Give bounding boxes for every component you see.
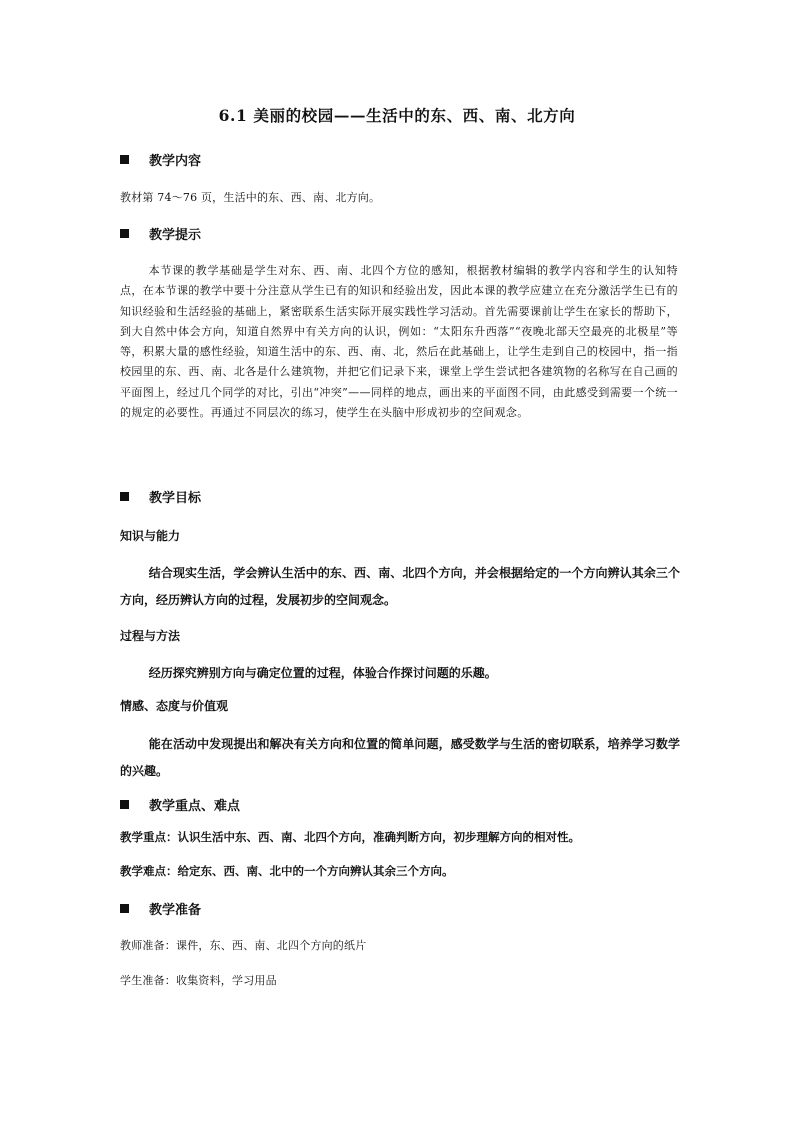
section-heading-label: 教学重点、难点 (149, 799, 241, 814)
goal-emotion-label: 情感、态度与价值观 (120, 699, 229, 713)
key-point-difficulty: 教学难点：给定东、西、南、北中的一个方向辨认其余三个方向。 (120, 864, 454, 878)
square-bullet-icon (120, 229, 129, 238)
square-bullet-icon (120, 155, 129, 164)
square-bullet-icon (120, 492, 129, 501)
section-heading-label: 教学目标 (149, 491, 202, 506)
section-heading-label: 教学内容 (149, 154, 202, 169)
document-title: 6.1 美丽的校园——生活中的东、西、南、北方向 (218, 106, 576, 125)
goal-knowledge-text: 结合现实生活，学会辨认生活中的东、西、南、北四个方向，并会根据给定的一个方向辨认其余三个方向，经历辨认方向的过程，发展初步的空间观念。 (120, 566, 680, 607)
square-bullet-icon (120, 800, 129, 809)
section-heading-goals (120, 487, 201, 506)
tips-paragraph: 本节课的教学基础是学生对东、西、南、北四个方位的感知，根据教材编辑的教学内容和学生的认知特点，在本节课的教学中要十分注意从学生已有的知识和经验出发，因此本课的教学应建立在充分激活学生已有的知识经验和生活经验的基础上，紧密联系生活实际开展实践性学习活动。首先需要课前让学生在家长的帮助下，到大自然中体会方向，知道自然界中有关方向的认识，例如：“太阳东升西落”“夜晚北部天空最亮的北极星”等等，积累大量的感性经验，知道生活中的东、西、南、北，然后在此基础上，让学生走到自己的校园中，指一指校园里的东、西、南、北各是什么建筑物，并把它们记录下来，课堂上学生尝试把各建筑物的名称写在自己画的平面图上，经过几个同学的对比，引出“冲突”——同样的地点，画出来的平面图不同，由此感受到需要一个统一的规定的必要性。再通过不同层次的练习，使学生在头脑中形成初步的空间观念。 (120, 264, 678, 420)
content-text: 教材第 74～76 页，生活中的东、西、南、北方向。 (120, 191, 381, 204)
goal-process-text: 经历探究辨别方向与确定位置的过程，体验合作探讨问题的乐趣。 (148, 666, 497, 680)
goal-emotion-text: 能在活动中发现提出和解决有关方向和位置的简单问题，感受数学与生活的密切联系，培养学习数学的兴趣。 (120, 737, 680, 778)
square-bullet-icon (120, 904, 129, 913)
section-heading-tips (120, 224, 201, 243)
section-heading-label: 教学提示 (149, 228, 202, 243)
key-point-focus: 教学重点：认识生活中东、西、南、北四个方向，准确判断方向，初步理解方向的相对性。 (120, 830, 580, 844)
preparation-student: 学生准备：收集资料，学习用品 (120, 974, 277, 987)
section-heading-content (120, 150, 201, 169)
section-heading-key-points (120, 795, 240, 814)
preparation-teacher: 教师准备：课件，东、西、南、北四个方向的纸片 (120, 939, 367, 952)
section-heading-preparation (120, 899, 201, 918)
section-heading-label: 教学准备 (149, 903, 202, 918)
goal-knowledge-label: 知识与能力 (120, 529, 181, 543)
goal-process-label: 过程与方法 (120, 629, 181, 643)
